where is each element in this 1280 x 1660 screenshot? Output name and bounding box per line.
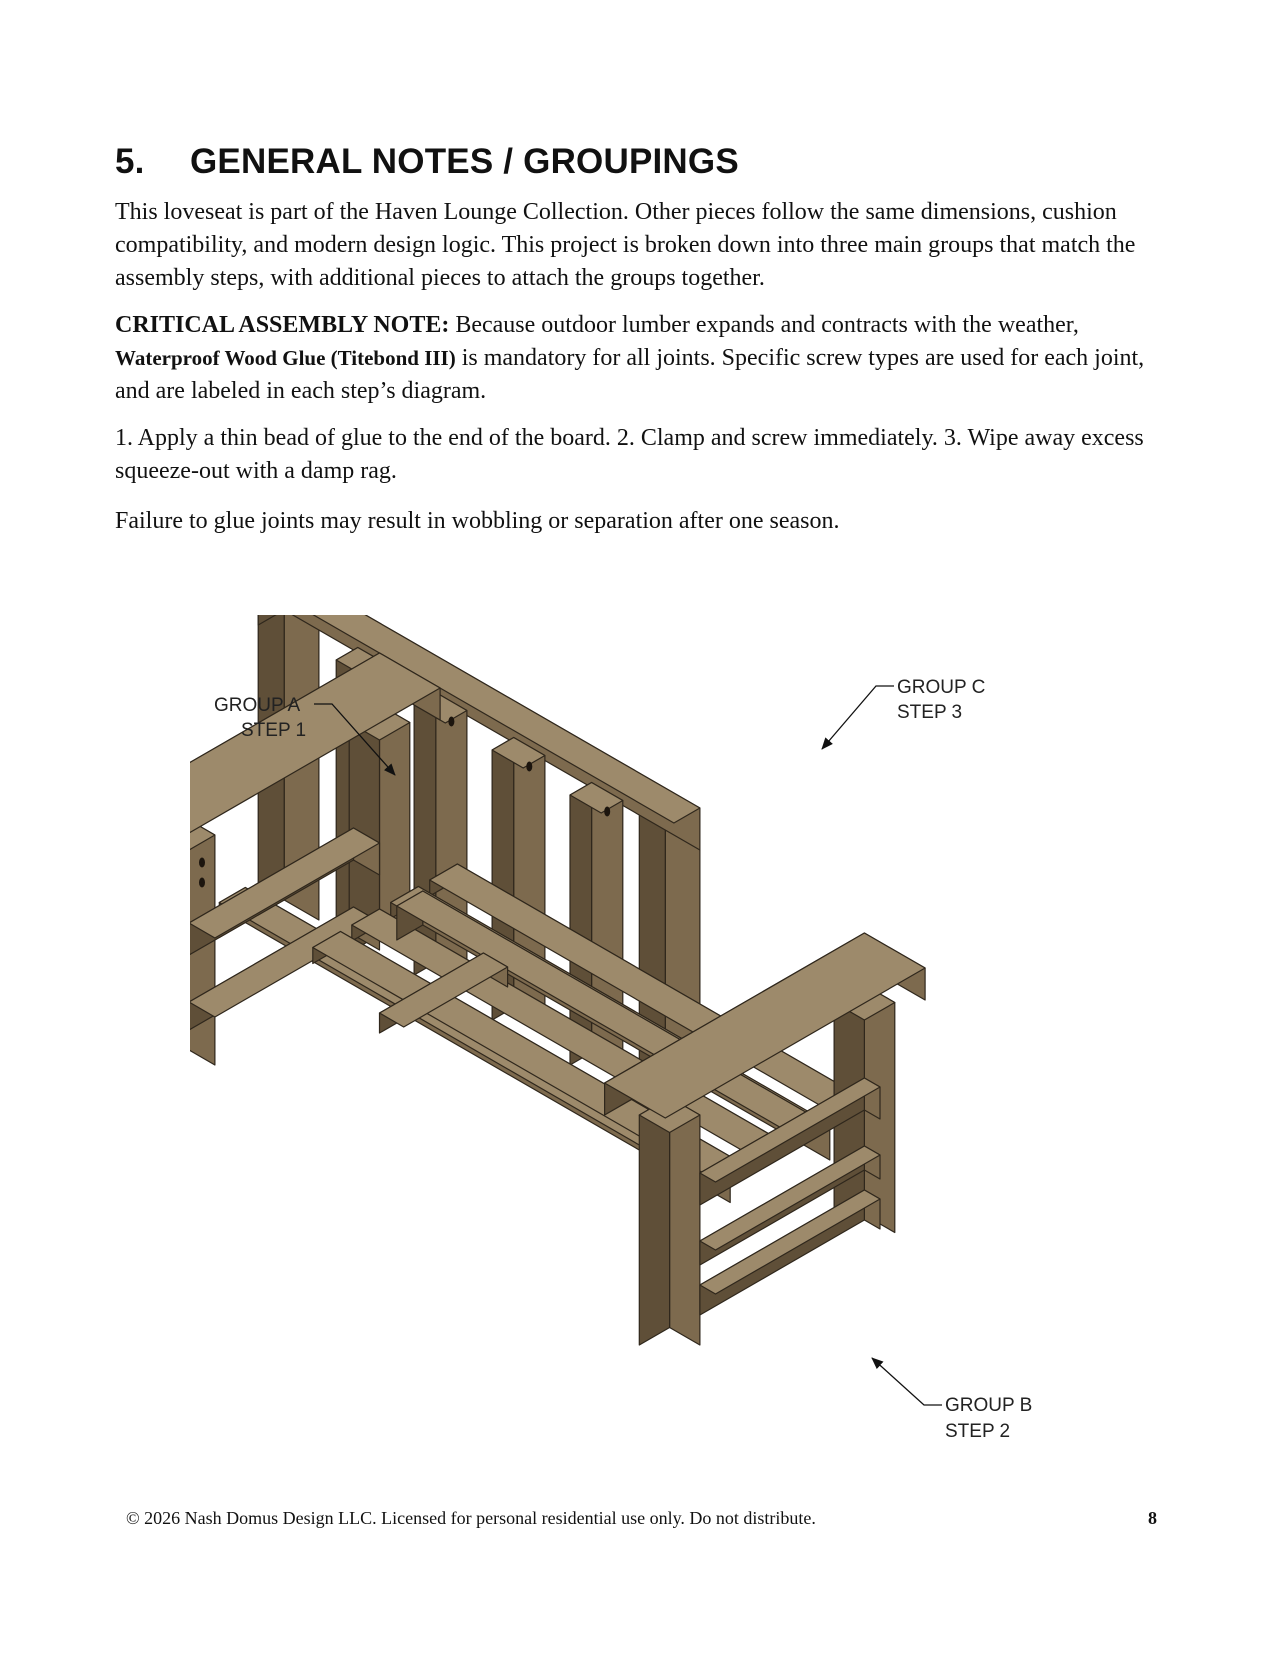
critical-note-text-1: Because outdoor lumber expands and contracts with the weather,	[449, 312, 1079, 338]
diagram-svg	[190, 615, 1070, 1455]
arm-b-rear-leg-front	[670, 1098, 700, 1346]
critical-note-text-2: is mandatory for all joints. Specific screw types are used for each joint, and are labeled in each step’s diagram.	[115, 345, 1145, 404]
callout-group-b	[872, 1358, 1032, 1442]
glue-name: Waterproof Wood Glue (Titebond III)	[115, 346, 456, 370]
callout-c-leader	[822, 686, 894, 749]
steps-paragraph: 1. Apply a thin bead of glue to the end of the board. 2. Clamp and screw immediately. 3. Wipe away excess squeeze-out with a damp rag.	[115, 425, 1144, 484]
intro-paragraph: This loveseat is part of the Haven Lounge Collection. Other pieces follow the same dimensions, cushion compatibility, and modern design logic. This project is broken down into three main groups that match the assembly steps, with additional pieces to attach the groups together.	[115, 199, 1136, 291]
loveseat-exploded-diagram	[190, 615, 1070, 1455]
critical-note-label: CRITICAL ASSEMBLY NOTE:	[115, 312, 450, 338]
arm-b-rear-leg-end	[639, 1098, 669, 1346]
page-number: 8	[1148, 1508, 1157, 1528]
section-heading	[115, 142, 739, 182]
warning-paragraph: Failure to glue joints may result in wobbling or separation after one season.	[115, 508, 840, 534]
callout-c-line2: STEP 3	[897, 702, 963, 723]
callout-b-line1: GROUP B	[945, 1395, 1033, 1416]
copyright-footer: © 2026 Nash Domus Design LLC. Licensed for personal residential use only. Do not distribute.	[126, 1508, 816, 1528]
callout-b-leader	[872, 1358, 942, 1405]
callout-a-line1: GROUP A	[214, 695, 301, 716]
section-title: GENERAL NOTES / GROUPINGS	[190, 142, 739, 181]
back-slat-hole-2	[448, 717, 454, 727]
critical-note-paragraph	[115, 309, 1175, 408]
back-slat-hole-4	[604, 807, 610, 817]
callout-a-line2: STEP 1	[241, 720, 307, 741]
section-number: 5.	[115, 142, 145, 181]
arm-a-pocket-hole-1	[199, 858, 205, 868]
back-slat-hole-3	[526, 762, 532, 772]
callout-b-line2: STEP 2	[945, 1421, 1011, 1442]
callout-c-line1: GROUP C	[897, 677, 986, 698]
arm-a-pocket-hole-2	[199, 878, 205, 888]
callout-group-c	[822, 677, 985, 749]
